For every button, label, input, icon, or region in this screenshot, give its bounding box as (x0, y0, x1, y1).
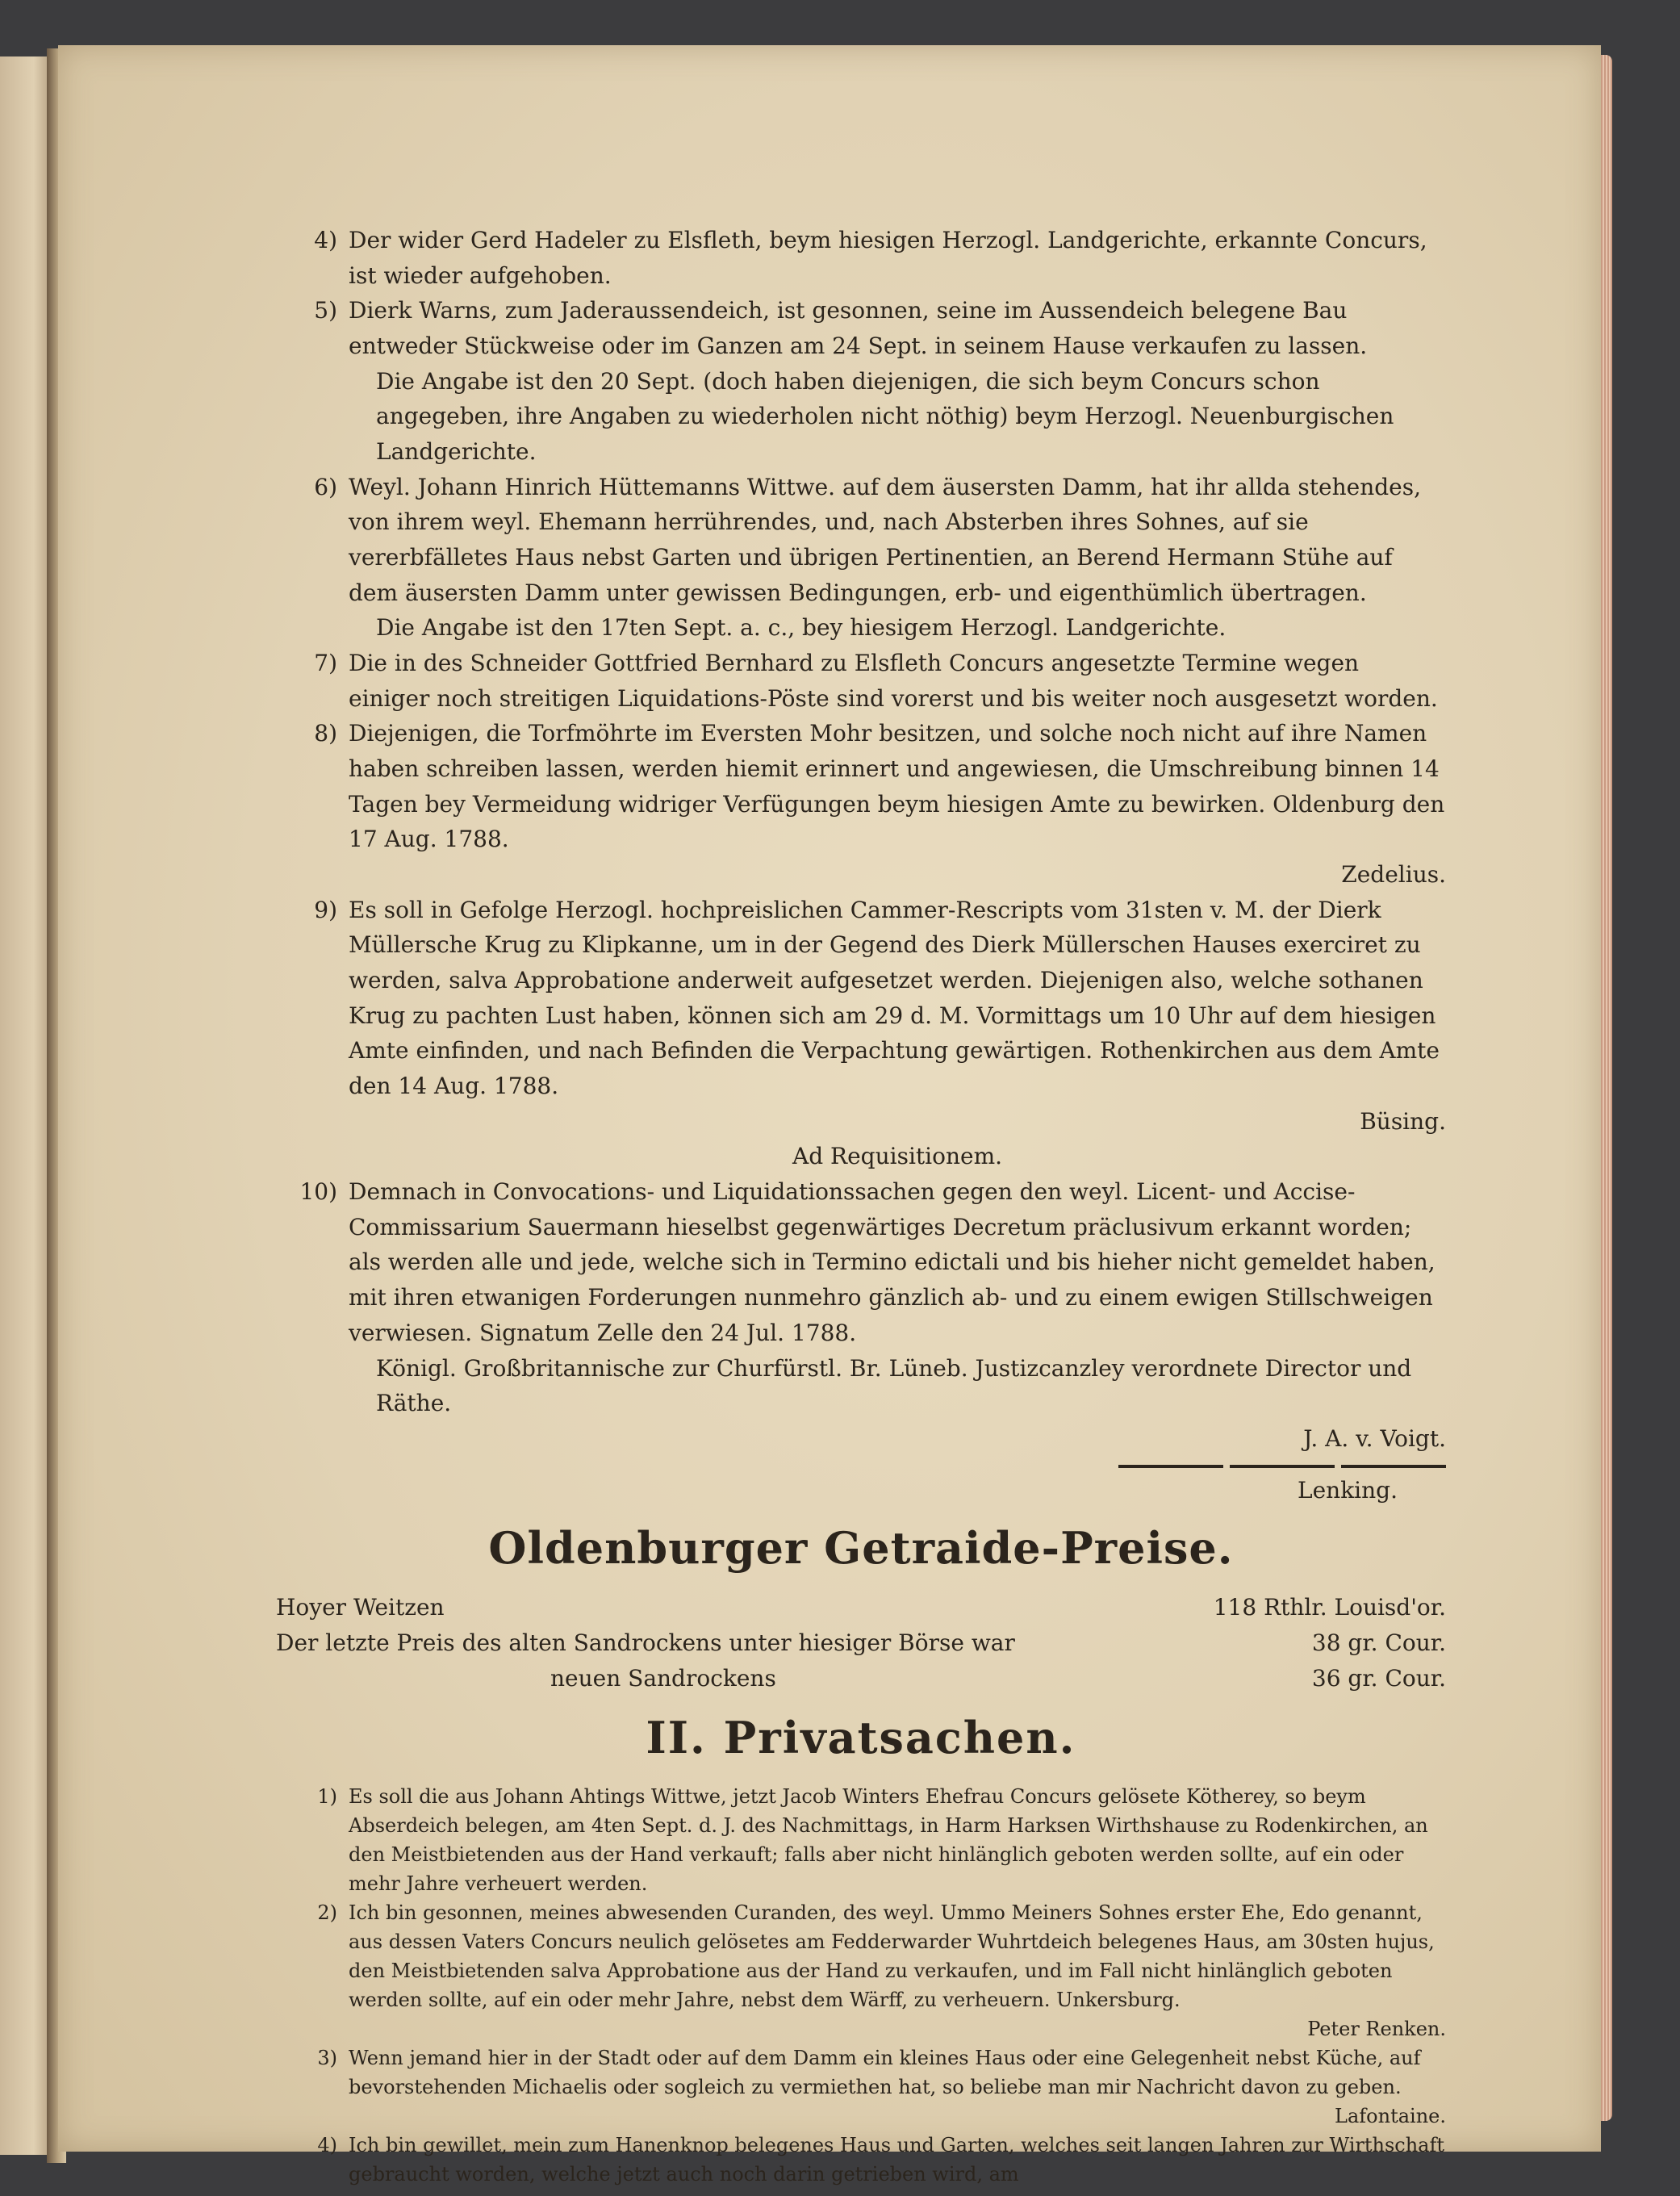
notice-number: 9) (314, 896, 337, 923)
notice-signature: Zedelius. (1341, 861, 1446, 889)
rule-line (1118, 1465, 1223, 1468)
notice-text: Dierk Warns, zum Jaderaussendeich, ist gesonnen, seine im Aussendeich belegene Bau entweder Stückweise oder im Ganzen am 24 Sept. in seinem Hause verkaufen zu lassen. (349, 297, 1368, 360)
notice-text: Die in des Schneider Gottfried Bernhard zu Elsfleth Concurs angesetzte Termine wegen einiger noch streitigen Liquidations-Pöste sind vorerst und bis weiter noch ausgesetzt worden. (349, 650, 1438, 712)
notice-number: 4) (314, 227, 337, 253)
price-row-weitzen (276, 1590, 1446, 1625)
notice-signature: Büsing. (1360, 1107, 1446, 1135)
notice-text: Demnach in Convocations- und Liquidationssachen gegen den weyl. Licent- und Accise-Commissarium Sauermann hieselbst gegenwärtiges Decretum präclusivum erkannt worden; als werden alle und jede, welche sich in Termino edictali und bis hieher nicht gemeldet haben, mit ihren etwanigen Forderungen nunmehro gänzlich ab- und zu einem ewigen Stillschweigen verwiesen. Signatum Zelle den 24 Jul. 1788. (349, 1178, 1436, 1346)
price-value: 36 gr. Cour. (1311, 1664, 1446, 1692)
notice-text: Der wider Gerd Hadeler zu Elsfleth, beym hiesigen Herzogl. Landgerichte, erkannte Concurs, ist wieder aufgehoben. (349, 227, 1427, 289)
price-row-new-sandrocken (276, 1661, 1446, 1696)
notice-signature: Peter Renken. (1307, 2017, 1446, 2040)
price-label: neuen Sandrockens (550, 1664, 776, 1692)
notice-4 (276, 223, 1446, 293)
notice-note: Die Angabe ist den 20 Sept. (doch haben diejenigen, die sich beym Concurs schon angegeben, ihre Angaben zu wiederholen nicht nöthig) beym Herzogl. Neuenburgischen Landgerichte. (376, 367, 1394, 466)
price-row-old-sandrocken (276, 1625, 1446, 1661)
private-notice-1 (276, 1782, 1446, 1898)
notice-requisition: Ad Requisitionem. (792, 1143, 1003, 1170)
price-label: Hoyer Weitzen (276, 1594, 445, 1621)
private-notice-4 (276, 2131, 1446, 2189)
notice-note: Königl. Großbritannische zur Churfürstl. Br. Lüneb. Justizcanzley verordnete Director und Räthe. (376, 1354, 1412, 1417)
private-notice-2 (276, 1898, 1446, 2043)
lenking-signature: Lenking. (1298, 1476, 1398, 1504)
price-value: 118 Rthlr. Louisd'or. (1213, 1594, 1446, 1621)
notice-number: 4) (317, 2133, 337, 2156)
private-notices (276, 1782, 1446, 2189)
notice-number: 8) (314, 720, 337, 747)
notice-number: 5) (314, 297, 337, 324)
notice-number: 1) (317, 1784, 337, 1808)
notice-number: 3) (317, 2046, 337, 2069)
rule-line (1341, 1465, 1446, 1468)
private-heading: II. Privatsachen. (646, 1712, 1076, 1764)
notice-text: Es soll in Gefolge Herzogl. hochpreislichen Cammer-Rescripts vom 31sten v. M. der Dierk Müllersche Krug zu Klipkanne, um in der Gegend des Dierk Müllerschen Hauses exerciret zu werden, salva Approbatione anderweit aufgesetzet werden. Diejenigen also, welche sothanen Krug zu pachten Lust haben, können sich am 29 d. M. Vormittags um 10 Uhr auf dem hiesigen Amte einfinden, und nach Befinden die Verpachtung gewärtigen. Rothenkirchen aus dem Amte den 14 Aug. 1788. (349, 896, 1440, 1100)
notice-signature: Lafontaine. (1335, 2104, 1446, 2127)
price-value: 38 gr. Cour. (1311, 1629, 1446, 1657)
notice-9 (276, 893, 1446, 1174)
prices-heading: Oldenburger Getraide-Preise. (488, 1522, 1234, 1575)
notice-text: Es soll die aus Johann Ahtings Wittwe, jetzt Jacob Winters Ehefrau Concurs gelösete Kötherey, so beym Abserdeich belegen, am 4ten Sept. d. J. des Nachmittags, in Harm Harksen Wirthshause zu Rodenkirchen, an den Meistbietenden aus der Hand verkauft; falls aber nicht hinlänglich geboten werden sollte, auf ein oder mehr Jahre verheuert werden. (349, 1784, 1428, 1895)
private-notice-3 (276, 2043, 1446, 2131)
notice-10 (276, 1174, 1446, 1456)
notice-text: Weyl. Johann Hinrich Hüttemanns Wittwe. auf dem äusersten Damm, hat ihr allda stehendes, von ihrem weyl. Ehemann herrührendes, und, nach Absterben ihres Sohnes, auf sie vererbfälletes Haus nebst Garten und übrigen Pertinentien, an Berend Hermann Stühe auf dem äusersten Damm unter gewissen Bedingungen, erb- und eigenthümlich übertragen. (349, 473, 1421, 606)
notice-signature: J. A. v. Voigt. (1303, 1424, 1446, 1452)
notice-text: Ich bin gewillet, mein zum Hanenknop belegenes Haus und Garten, welches seit langen Jahren zur Wirthschaft gebraucht worden, welche jetzt auch noch darin getrieben wird, am (349, 2133, 1444, 2186)
page-text (276, 223, 1446, 2189)
notice-number: 10) (299, 1178, 337, 1206)
notice-number: 7) (314, 650, 337, 677)
notice-5 (276, 293, 1446, 469)
notice-6 (276, 470, 1446, 646)
notice-note: Die Angabe ist den 17ten Sept. a. c., bey hiesigem Herzogl. Landgerichte. (376, 614, 1227, 642)
separator-rules (276, 1465, 1446, 1468)
notice-number: 6) (314, 473, 337, 500)
notice-number: 2) (317, 1901, 337, 1924)
notice-7 (276, 646, 1446, 716)
document-page (58, 45, 1601, 2186)
notice-text: Wenn jemand hier in der Stadt oder auf dem Damm ein kleines Haus oder eine Gelegenheit nebst Küche, auf bevorstehenden Michaelis oder sogleich zu vermiethen hat, so beliebe man mir Nachricht davon zu geben. (349, 2046, 1421, 2098)
notice-8 (276, 716, 1446, 892)
rule-line (1230, 1465, 1335, 1468)
notice-text: Diejenigen, die Torfmöhrte im Eversten Mohr besitzen, und solche noch nicht auf ihre Namen haben schreiben lassen, werden hiemit erinnert und angewiesen, die Umschreibung binnen 14 Tagen bey Vermeidung widriger Verfügungen beym hiesigen Amte zu bewirken. Oldenburg den 17 Aug. 1788. (349, 720, 1445, 853)
notice-text: Ich bin gesonnen, meines abwesenden Curanden, des weyl. Ummo Meiners Sohnes erster Ehe, Edo genannt, aus dessen Vaters Concurs neulich gelösetes am Fedderwarder Wuhrtdeich belegenes Haus, am 30sten hujus, den Meistbietenden salva Approbatione aus der Hand zu verkaufen, und im Fall nicht hinlänglich geboten werden sollte, auf ein oder mehr Jahre, nebst dem Wärff, zu verheuern. Unkersburg. (349, 1901, 1435, 2011)
price-label: Der letzte Preis des alten Sandrockens unter hiesiger Börse war (276, 1629, 1015, 1657)
